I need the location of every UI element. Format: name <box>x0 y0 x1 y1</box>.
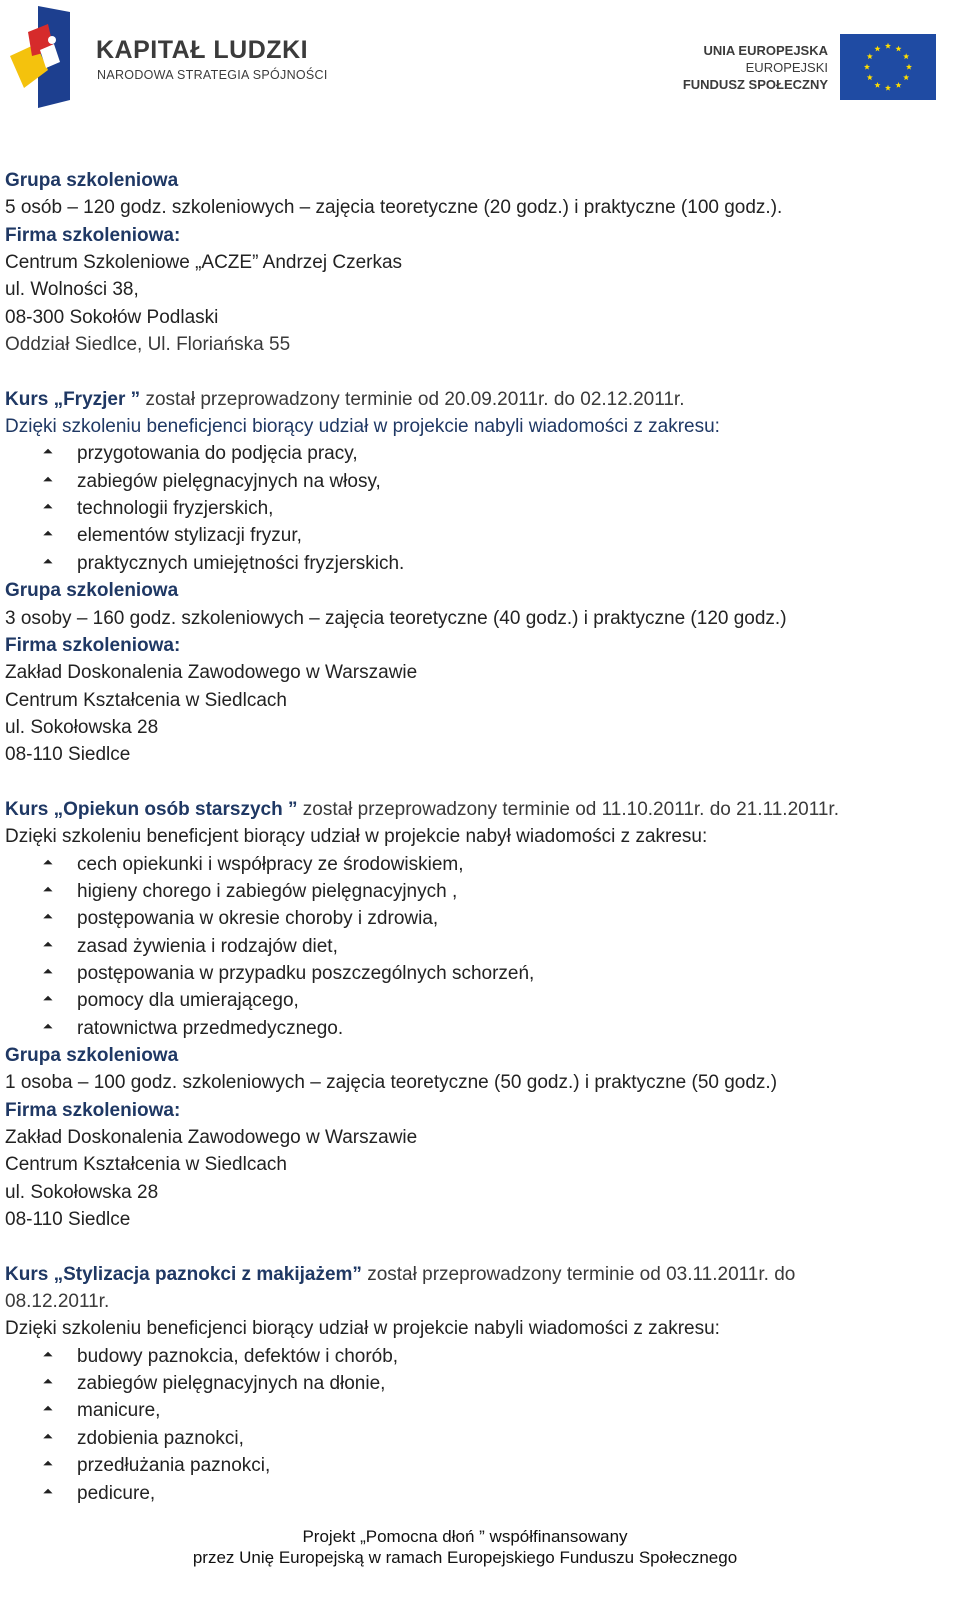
course-dates: został przeprowadzony terminie od 03.11.2011r. do <box>361 1263 796 1285</box>
firm-heading: Firma szkoleniowa: <box>5 1099 181 1121</box>
eu-caption-line2: EUROPEJSKI <box>745 60 828 75</box>
list-item-text: zdobienia paznokci, <box>77 1427 244 1449</box>
firm-heading: Firma szkoleniowa: <box>5 634 181 656</box>
bullet-icon: 🞁 <box>43 1019 53 1036</box>
bullet-icon: 🞁 <box>43 855 53 872</box>
course-name: „Fryzjer ” <box>53 388 141 410</box>
group-heading: Grupa szkoleniowa <box>5 1045 179 1066</box>
list-item-text: praktycznych umiejętności fryzjerskich. <box>77 552 405 574</box>
firm-branch: Oddział Siedlce, Ul. Floriańska 55 <box>5 334 291 356</box>
list-item <box>5 1015 930 1042</box>
list-item <box>5 905 930 932</box>
firm-branch: Centrum Kształcenia w Siedlcach <box>5 689 287 711</box>
list-item <box>5 1370 930 1397</box>
list-item-text: zabiegów pielęgnacyjnych na dłonie, <box>77 1373 386 1395</box>
list-item-text: pomocy dla umierającego, <box>77 990 299 1012</box>
course-label: Kurs <box>5 1263 49 1285</box>
document-body <box>5 167 930 1507</box>
kapital-ludzki-title: KAPITAŁ LUDZKI <box>96 36 309 64</box>
bullet-icon: 🞁 <box>43 1457 53 1474</box>
bullet-icon: 🞁 <box>43 1375 53 1392</box>
kapital-ludzki-logo <box>8 4 78 108</box>
bullet-icon: 🞁 <box>43 500 53 517</box>
list-item-text: zabiegów pielęgnacyjnych na włosy, <box>77 470 381 492</box>
firm-street: ul. Wolności 38, <box>5 279 139 301</box>
list-item-text: przedłużania paznokci, <box>77 1455 271 1477</box>
course-name: „Stylizacja paznokci z makijażem” <box>53 1263 362 1285</box>
list-item-text: zasad żywienia i rodzajów diet, <box>77 935 338 957</box>
bullet-icon: 🞁 <box>43 992 53 1009</box>
firm-street: ul. Sokołowska 28 <box>5 716 159 738</box>
course-intro: Dzięki szkoleniu beneficjenci biorący udział w projekcie nabyli wiadomości z zakresu: <box>5 1318 720 1340</box>
kapital-ludzki-subtitle: NARODOWA STRATEGIA SPÓJNOŚCI <box>97 68 328 82</box>
list-item <box>5 851 930 878</box>
course-label: Kurs <box>5 798 49 820</box>
list-item-text: postępowania w przypadku poszczególnych schorzeń, <box>77 962 535 984</box>
list-item <box>5 550 930 577</box>
eu-fund-caption <box>683 42 828 93</box>
bullet-icon: 🞁 <box>43 937 53 954</box>
eu-caption-line1: UNIA EUROPEJSKA <box>703 43 828 58</box>
firm-branch: Centrum Kształcenia w Siedlcach <box>5 1154 287 1176</box>
course-intro: Dzięki szkoleniu beneficjent biorący udział w projekcie nabył wiadomości z zakresu: <box>5 826 708 848</box>
firm-name: Centrum Szkoleniowe „ACZE” Andrzej Czerkas <box>5 252 403 274</box>
footer <box>0 1526 930 1568</box>
list-item-text: budowy paznokcia, defektów i chorób, <box>77 1345 399 1367</box>
list-item-text: przygotowania do podjęcia pracy, <box>77 443 358 465</box>
list-item <box>5 1452 930 1479</box>
spacer <box>5 769 930 796</box>
firm-city: 08-110 Siedlce <box>5 1209 131 1231</box>
list-item <box>5 522 930 549</box>
list-item <box>5 878 930 905</box>
list-item-text: manicure, <box>77 1400 161 1422</box>
bullet-icon: 🞁 <box>43 1402 53 1419</box>
bullet-icon: 🞁 <box>43 882 53 899</box>
bullet-icon: 🞁 <box>43 527 53 544</box>
course-intro: Dzięki szkoleniu beneficjenci biorący udział w projekcie nabyli wiadomości z zakresu: <box>5 416 720 438</box>
course-name: „Opiekun osób starszych ” <box>53 798 298 820</box>
firm-name: Zakład Doskonalenia Zawodowego w Warszawie <box>5 662 418 684</box>
group-heading: Grupa szkoleniowa <box>5 580 179 602</box>
course-title-line <box>5 1261 930 1288</box>
course-dates: został przeprowadzony terminie od 11.10.2011r. do 21.11.2011r. <box>297 798 839 820</box>
group-details: 3 osoby – 160 godz. szkoleniowych – zajęcia teoretyczne (40 godz.) i praktyczne (120 godz.) <box>5 607 787 629</box>
list-item <box>5 960 930 987</box>
list-item <box>5 1397 930 1424</box>
firm-city: 08-300 Sokołów Podlaski <box>5 306 219 328</box>
group-details: 5 osób – 120 godz. szkoleniowych – zajęcia teoretyczne (20 godz.) i praktyczne (100 godz.). <box>5 197 783 219</box>
course-title-line <box>5 386 930 413</box>
list-item-text: cech opiekunki i współpracy ze środowiskiem, <box>77 853 464 875</box>
bullet-icon: 🞁 <box>43 445 53 462</box>
list-item-text: ratownictwa przedmedycznego. <box>77 1017 344 1039</box>
bullet-icon: 🞁 <box>43 1347 53 1364</box>
course-label: Kurs <box>5 388 49 410</box>
group-heading: Grupa szkoleniowa <box>5 170 179 191</box>
eu-caption-line3: FUNDUSZ SPOŁECZNY <box>682 77 828 92</box>
list-item <box>5 1343 930 1370</box>
group-details: 1 osoba – 100 godz. szkoleniowych – zajęcia teoretyczne (50 godz.) i praktyczne (50 godz.) <box>5 1072 778 1094</box>
spacer <box>5 1233 930 1260</box>
course-title-line <box>5 796 930 823</box>
firm-street: ul. Sokołowska 28 <box>5 1181 159 1203</box>
list-item <box>5 1480 930 1507</box>
bullet-icon: 🞁 <box>43 1484 53 1501</box>
footer-line2: przez Unię Europejską w ramach Europejskiego Funduszu Społecznego <box>192 1548 738 1567</box>
course-dates-cont: 08.12.2011r. <box>5 1291 110 1313</box>
firm-name: Zakład Doskonalenia Zawodowego w Warszawie <box>5 1127 418 1149</box>
list-item-text: technologii fryzjerskich, <box>77 498 274 520</box>
list-item-text: higieny chorego i zabiegów pielęgnacyjnych , <box>77 880 458 902</box>
list-item-text: elementów stylizacji fryzur, <box>77 525 302 547</box>
header <box>0 0 960 110</box>
bullet-icon: 🞁 <box>43 910 53 927</box>
list-item-text: postępowania w okresie choroby i zdrowia, <box>77 908 439 930</box>
eu-flag-icon <box>840 34 936 100</box>
list-item <box>5 495 930 522</box>
list-item <box>5 468 930 495</box>
list-item <box>5 440 930 467</box>
list-item <box>5 933 930 960</box>
bullet-icon: 🞁 <box>43 472 53 489</box>
firm-heading: Firma szkoleniowa: <box>5 224 181 246</box>
course-dates: został przeprowadzony terminie od 20.09.2011r. do 02.12.2011r. <box>140 388 685 410</box>
spacer <box>5 358 930 385</box>
bullet-icon: 🞁 <box>43 1429 53 1446</box>
list-item <box>5 987 930 1014</box>
footer-line1: Projekt „Pomocna dłoń ” współfinansowany <box>302 1527 628 1546</box>
list-item <box>5 1425 930 1452</box>
firm-city: 08-110 Siedlce <box>5 744 131 766</box>
bullet-icon: 🞁 <box>43 964 53 981</box>
list-item-text: pedicure, <box>77 1482 156 1504</box>
bullet-icon: 🞁 <box>43 554 53 571</box>
